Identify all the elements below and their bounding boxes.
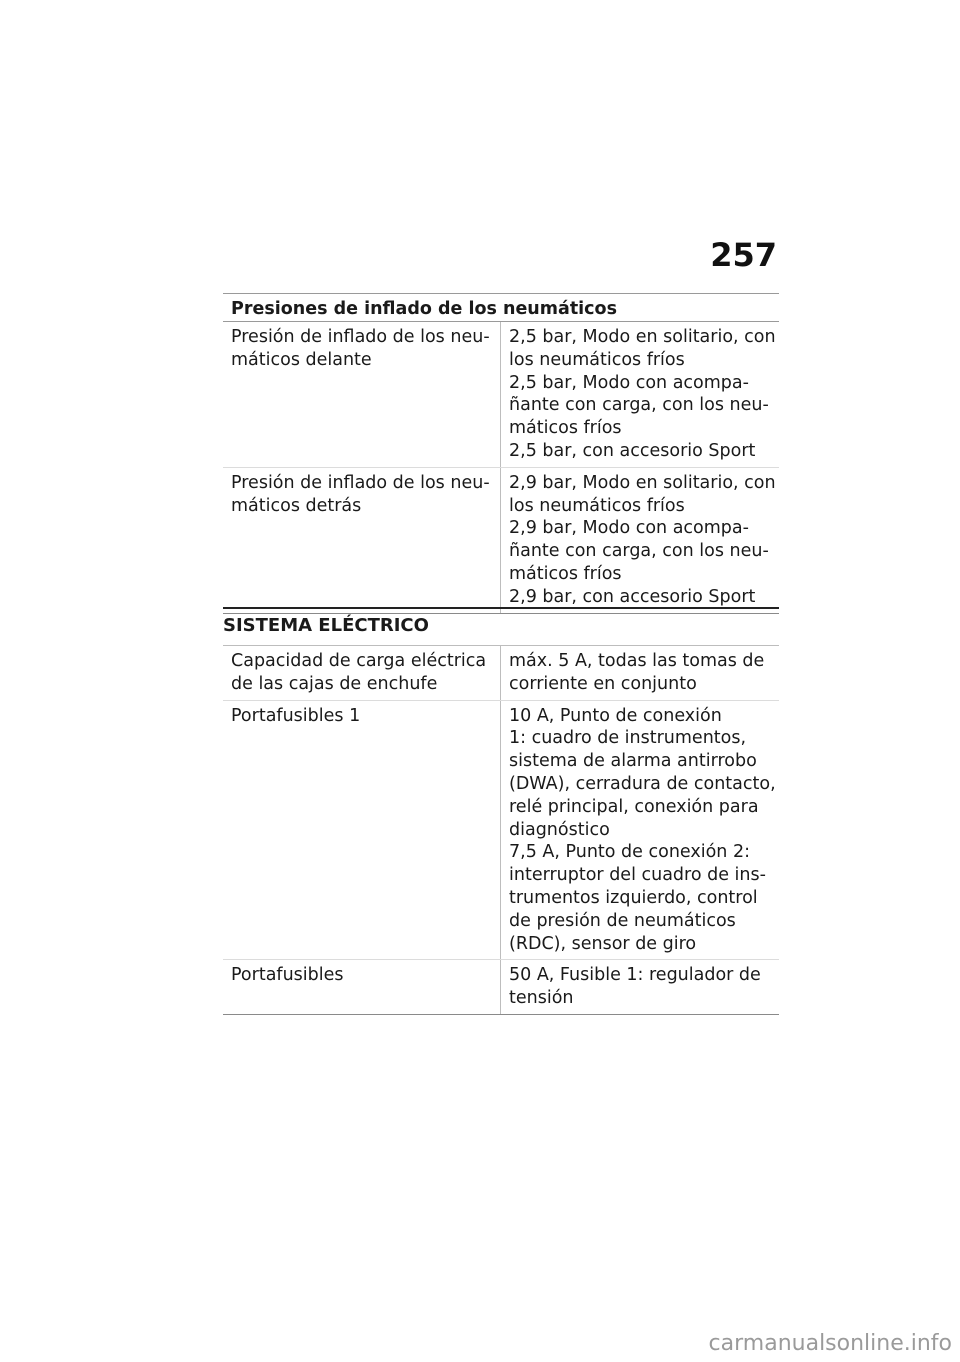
spec-value-line: 2,5 bar, Modo en solitario, con — [509, 327, 776, 347]
spec-value-line: máticos fríos — [509, 418, 622, 439]
table-row — [223, 960, 779, 1015]
spec-value-line: corriente en conjunto — [509, 673, 697, 694]
spec-label-line: de las cajas de enchufe — [231, 673, 438, 694]
spec-label-line: Portafusibles 1 — [231, 705, 361, 726]
spec-value-line: tensión — [509, 988, 574, 1009]
spec-value-line: 1: cuadro de instrumentos, — [509, 728, 747, 749]
tire-pressure-table — [223, 293, 779, 614]
spec-value-line: máticos fríos — [509, 563, 622, 584]
spec-value-line: relé principal, conexión para — [509, 796, 759, 817]
spec-label-line: Portafusibles — [231, 965, 344, 986]
spec-value-line: ñante con carga, con los neu- — [509, 395, 769, 416]
section-heading: SISTEMA ELÉCTRICO — [223, 607, 779, 646]
spec-label-line: máticos detrás — [231, 495, 362, 516]
table-row — [223, 701, 779, 961]
spec-value-line: 2,9 bar, Modo con acompa- — [509, 518, 749, 539]
table-row — [223, 321, 779, 468]
page-number: 257 — [710, 236, 777, 274]
spec-value-cell — [501, 468, 779, 613]
spec-label-cell — [223, 646, 501, 700]
spec-value-line: máx. 5 A, todas las tomas de — [509, 651, 765, 671]
spec-value-cell — [501, 646, 779, 700]
spec-label-line: Presión de inflado de los neu- — [231, 327, 490, 347]
spec-value-line: trumentos izquierdo, control — [509, 887, 758, 908]
table-caption: Presiones de inflado de los neumáticos — [223, 293, 779, 321]
spec-label-line: Presión de inflado de los neu- — [231, 472, 490, 493]
spec-value-line: (RDC), sensor de giro — [509, 933, 697, 954]
spec-label-line: Capacidad de carga eléctrica — [231, 651, 487, 671]
spec-value-cell — [501, 960, 779, 1014]
spec-label-cell — [223, 701, 501, 960]
spec-value-cell — [501, 701, 779, 960]
electrical-system-table — [223, 607, 779, 1015]
spec-value-line: los neumáticos fríos — [509, 495, 685, 516]
table-row — [223, 646, 779, 701]
spec-value-cell — [501, 322, 779, 467]
spec-value-line: 2,9 bar, con accesorio Sport — [509, 586, 756, 607]
watermark-text: carmanualsonline.info — [708, 1331, 952, 1356]
spec-value-line: 2,5 bar, con accesorio Sport — [509, 440, 756, 461]
spec-label-cell — [223, 322, 501, 467]
spec-value-line: (DWA), cerradura de contacto, — [509, 773, 776, 794]
spec-value-line: ñante con carga, con los neu- — [509, 541, 769, 562]
spec-value-line: 10 A, Punto de conexión — [509, 705, 722, 726]
spec-value-line: interruptor del cuadro de ins- — [509, 865, 766, 886]
spec-label-line: máticos delante — [231, 349, 372, 370]
spec-value-line: 2,5 bar, Modo con acompa- — [509, 372, 749, 393]
spec-value-line: 7,5 A, Punto de conexión 2: — [509, 842, 750, 863]
spec-label-cell — [223, 468, 501, 613]
spec-value-line: 50 A, Fusible 1: regulador de — [509, 965, 761, 986]
spec-value-line: 2,9 bar, Modo en solitario, con — [509, 472, 776, 493]
table-row — [223, 468, 779, 614]
spec-value-line: los neumáticos fríos — [509, 349, 685, 370]
spec-value-line: de presión de neumáticos — [509, 910, 736, 931]
spec-value-line: diagnóstico — [509, 819, 610, 840]
spec-value-line: sistema de alarma antirrobo — [509, 751, 757, 772]
spec-label-cell — [223, 960, 501, 1014]
